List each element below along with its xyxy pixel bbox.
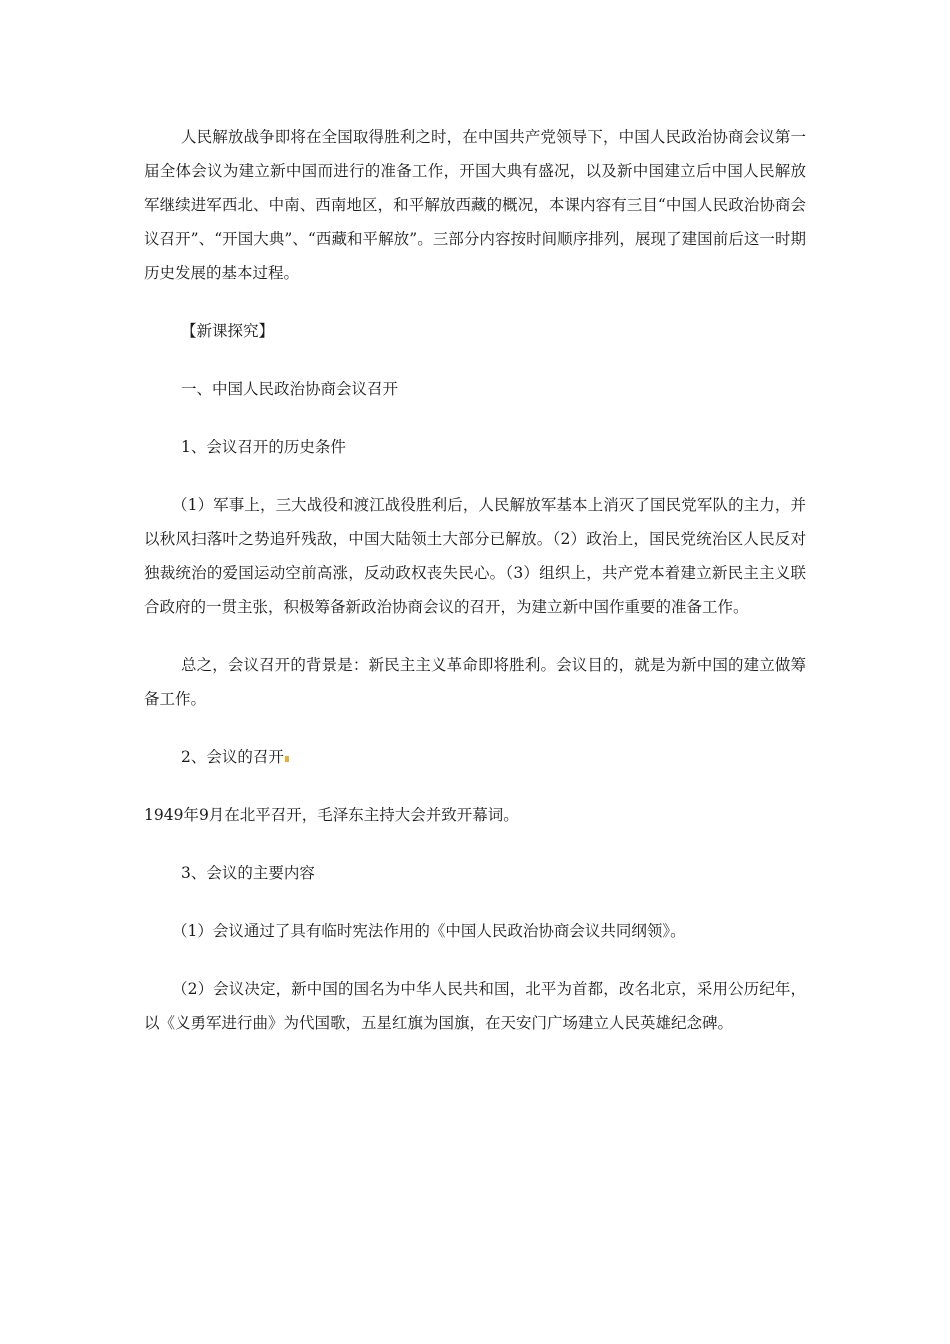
content-item-1: （1）会议通过了具有临时宪法作用的《中国人民政治协商会议共同纲领》。 bbox=[172, 922, 686, 940]
subheading-1: 1、会议召开的历史条件 bbox=[181, 438, 346, 456]
subheading-2-text: 2、会议的召开 bbox=[181, 748, 284, 766]
subheading-3: 3、会议的主要内容 bbox=[181, 864, 315, 882]
edit-marker bbox=[285, 756, 289, 762]
content-item-2: （2）会议决定，新中国的国名为中华人民共和国，北平为首都，改名北京，采用公历纪年，以《义勇军进行曲》为代国歌，五星红旗为国旗，在天安门广场建立人民英雄纪念碑。 bbox=[144, 980, 806, 1032]
subheading-2 bbox=[144, 740, 806, 774]
heading-1: 一、中国人民政治协商会议召开 bbox=[181, 380, 399, 398]
conditions-paragraph: （1）军事上，三大战役和渡江战役胜利后，人民解放军基本上消灭了国民党军队的主力，并以秋风扫落叶之势追歼残敌，中国大陆领土大部分已解放。（2）政治上，国民党统治区人民反对独裁统治的爱国运动空前高涨，反动政权丧失民心。（3）组织上，共产党本着建立新民主主义联合政府的一贯主张，积极筹备新政治协商会议的召开，为建立新中国作重要的准备工作。 bbox=[144, 496, 806, 616]
summary-paragraph: 总之，会议召开的背景是：新民主主义革命即将胜利。会议目的，就是为新中国的建立做筹备工作。 bbox=[144, 656, 806, 708]
section-tag: 【新课探究】 bbox=[181, 322, 275, 340]
document-page bbox=[144, 120, 806, 1040]
intro-paragraph: 人民解放战争即将在全国取得胜利之时，在中国共产党领导下，中国人民政治协商会议第一届全体会议为建立新中国而进行的准备工作，开国大典有盛况，以及新中国建立后中国人民解放军继续进军西北、中南、西南地区，和平解放西藏的概况，本课内容有三目“中国人民政治协商会议召开”、“开国大典”、“西藏和平解放”。三部分内容按时间顺序排列，展现了建国前后这一时期历史发展的基本过程。 bbox=[144, 128, 806, 282]
meeting-paragraph: 1949年9月在北平召开，毛泽东主持大会并致开幕词。 bbox=[144, 806, 519, 824]
